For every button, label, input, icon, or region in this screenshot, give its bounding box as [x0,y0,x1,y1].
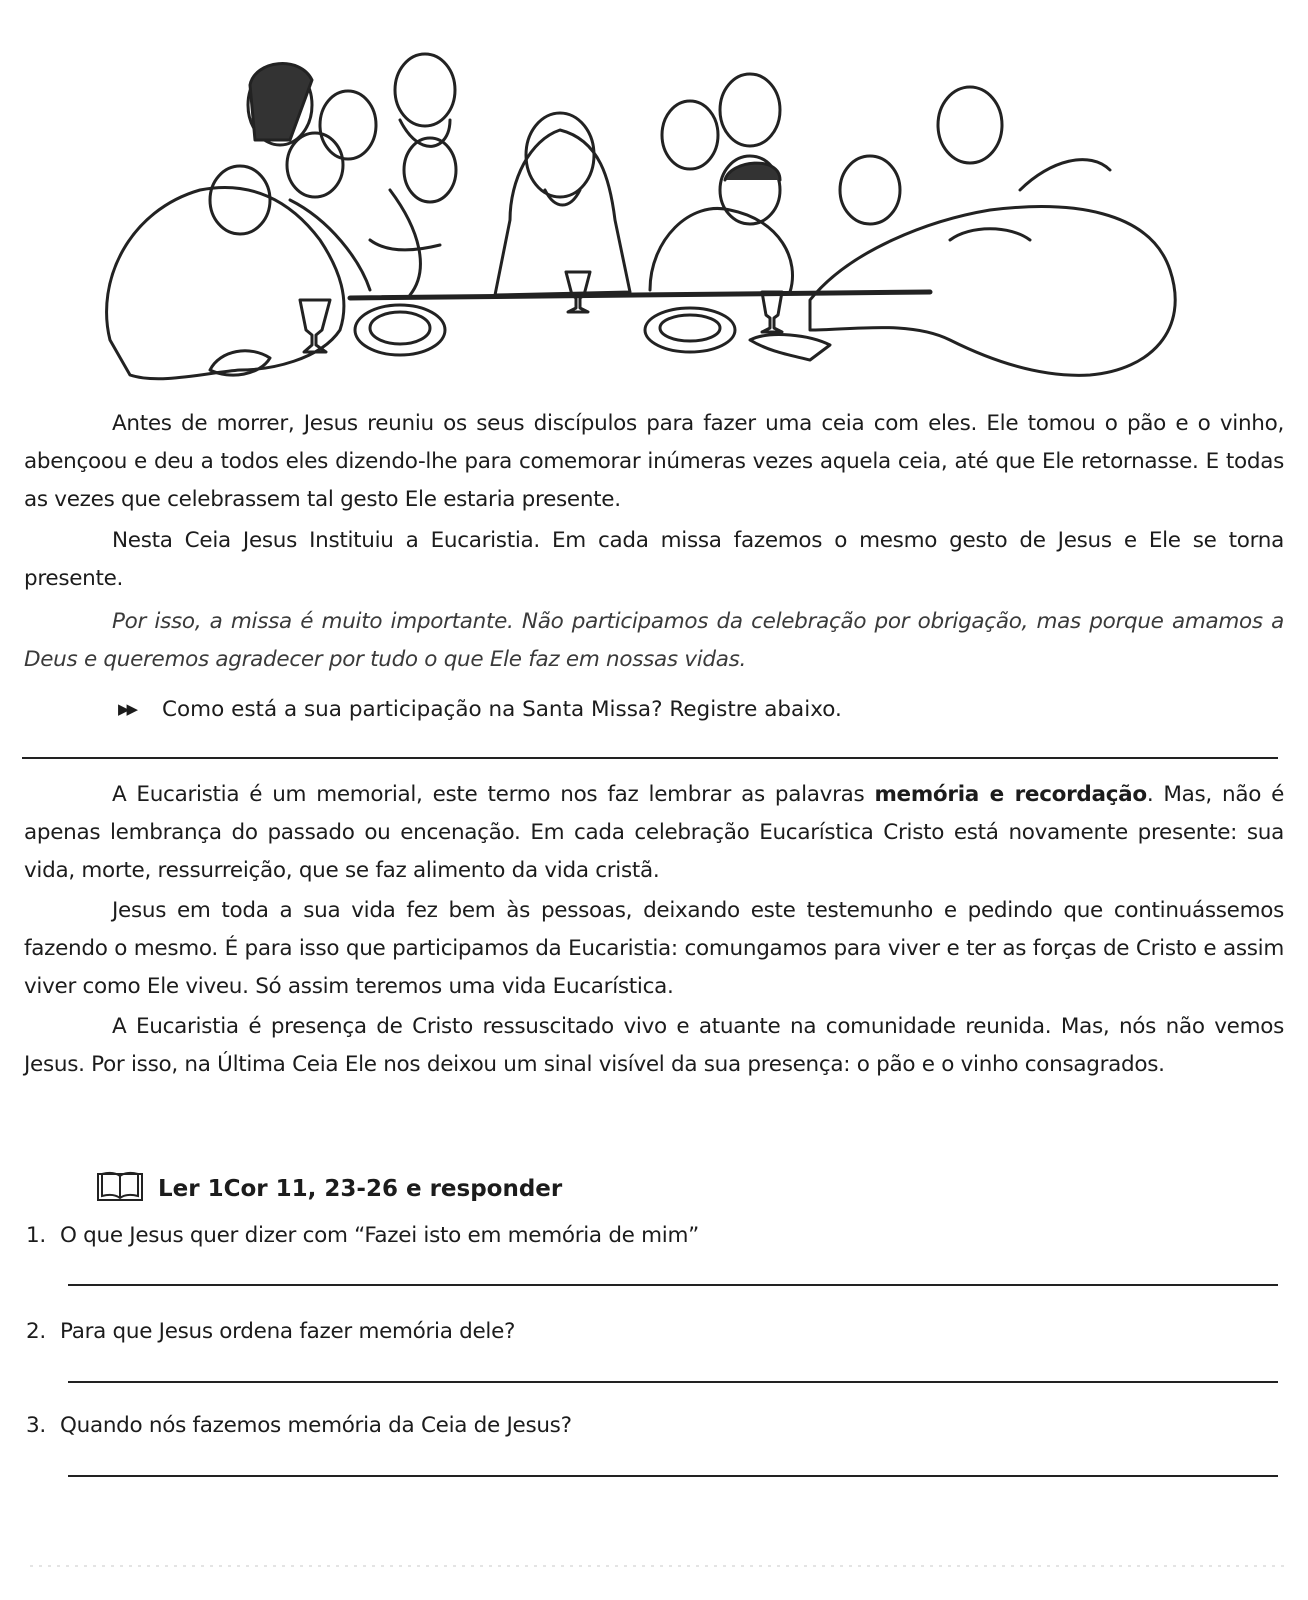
paragraph-intro [24,405,1284,519]
paragraph-jesus-life [24,892,1284,1006]
reading-heading [96,1170,562,1208]
answer-line-3[interactable] [68,1475,1278,1477]
paragraph-eucharist-institution-text: Nesta Ceia Jesus Instituiu a Eucaristia. Em cada missa fazemos o mesmo gesto de Jesus e Ele se torna presente. [24,528,1284,591]
paragraph-presence [24,1008,1284,1084]
participation-prompt-text: Como está a sua participação na Santa Missa? Registre abaixo. [162,697,842,722]
question-2 [26,1317,515,1347]
open-book-icon [96,1170,144,1208]
paragraph-memorial [24,776,1284,890]
question-2-text: Para que Jesus ordena fazer memória dele? [60,1319,516,1344]
double-arrow-icon: ▶▶ [118,700,136,718]
question-1-text: O que Jesus quer dizer com “Fazei isto em memória de mim” [60,1223,699,1248]
reading-heading-text: Ler 1Cor 11, 23-26 e responder [158,1176,563,1202]
participation-prompt [118,694,842,725]
paragraph-jesus-life-text: Jesus em toda a sua vida fez bem às pessoas, deixando este testemunho e pedindo que continuássemos fazendo o mesmo. É para isso que participamos da Eucaristia: comungamos para viver e ter as forças de Cristo e assim viver como Ele viveu. Só assim teremos uma vida Eucarística. [24,898,1284,999]
paragraph-memorial-end: . Mas, não é apenas lembrança do passado ou encenação. Em cada celebração Eucarística Cristo está novamente presente: sua vida, morte, ressurreição, que se faz alimento da vida cristã. [24,782,1285,883]
answer-line-2[interactable] [68,1381,1278,1383]
paragraph-presence-text: A Eucaristia é presença de Cristo ressuscitado vivo e atuante na comunidade reunida. Mas, nós não vemos Jesus. Por isso, na Última Ceia Ele nos deixou um sinal visível da sua presença: o pão e o vinho consagrados. [24,1014,1284,1077]
paragraph-memorial-bold: memória e recordação [874,782,1147,807]
paragraph-mass-importance-text: Por isso, a missa é muito importante. Não participamos da celebração por obrigação, mas porque amamos a Deus e queremos agradecer por tudo o que Ele faz em nossas vidas. [24,609,1284,672]
paragraph-memorial-start: A Eucaristia é um memorial, este termo nos faz lembrar as palavras [112,782,875,807]
question-1-number: 1. [26,1223,46,1248]
question-2-number: 2. [26,1319,46,1344]
paragraph-intro-text: Antes de morrer, Jesus reuniu os seus discípulos para fazer uma ceia com eles. Ele tomou o pão e o vinho, abençoou e deu a todos eles dizendo-lhe para comemorar inúmeras vezes aquela ceia, até que Ele retornasse. E todas as vezes que celebrassem tal gesto Ele estaria presente. [24,411,1284,512]
paragraph-eucharist-institution [24,522,1284,598]
question-3-text: Quando nós fazemos memória da Ceia de Jesus? [60,1413,572,1438]
question-3 [26,1411,572,1441]
question-3-number: 3. [26,1413,46,1438]
paragraph-mass-importance [24,603,1284,679]
question-1 [26,1221,699,1251]
answer-line-prompt[interactable] [22,757,1278,759]
last-supper-illustration [90,40,1210,410]
answer-line-1[interactable] [68,1284,1278,1286]
scan-artifact-line [30,1565,1290,1567]
